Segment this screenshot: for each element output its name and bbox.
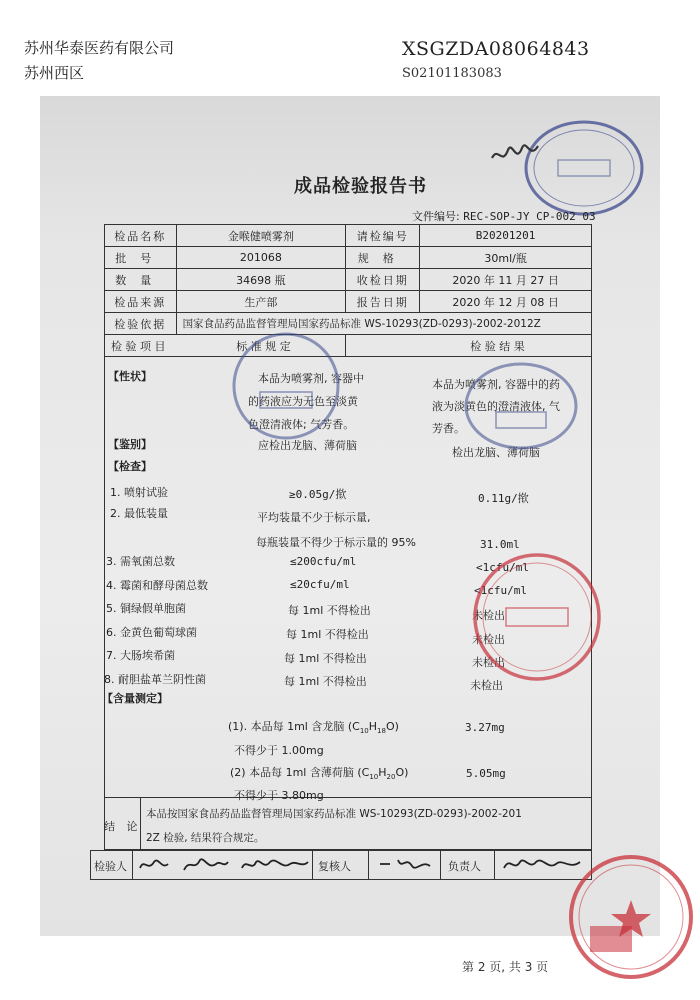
section-appearance: 【性状】 <box>108 370 152 383</box>
document-code-block <box>402 38 590 81</box>
test-6-standard: 每 1ml 不得检出 <box>286 628 369 641</box>
assay-2-result: 5.05mg <box>466 767 506 780</box>
company-district: 苏州西区 <box>24 64 85 82</box>
responsible-signature <box>500 852 588 878</box>
conclusion-label: 结 论 <box>104 820 142 833</box>
company-header <box>24 36 174 86</box>
column-header-item: 检 验 项 目 <box>105 335 346 357</box>
responsible-label: 负责人 <box>448 860 481 873</box>
conclusion-text-line-1: 本品按国家食品药品监督管理局国家药品标准 WS-10293(ZD-0293)-2002-201 <box>146 808 522 820</box>
sig-divider-2 <box>312 850 313 880</box>
file-number-value: REC-SOP-JY CP-002 03 <box>463 210 596 223</box>
test-4-standard: ≤20cfu/ml <box>290 578 350 591</box>
file-number <box>412 208 596 224</box>
appearance-standard-line-3: 色澄清液体; 气芳香。 <box>248 418 355 431</box>
appearance-standard-line-2: 的药液应为无色至淡黄 <box>248 395 358 408</box>
test-8-standard: 每 1ml 不得检出 <box>284 675 367 688</box>
appearance-standard-line-1: 本品为喷雾剂, 容器中 <box>258 372 364 385</box>
test-8-name: 8. 耐胆盐革兰阴性菌 <box>104 673 206 686</box>
specification: 30ml/瓶 <box>420 247 592 269</box>
assay-1-result: 3.27mg <box>465 721 505 734</box>
reviewer-label: 复核人 <box>318 860 351 873</box>
assay-2-label <box>230 764 408 781</box>
assay-1-sub-2: 18 <box>377 727 386 736</box>
quantity-label: 数量 <box>105 269 177 291</box>
test-1-result: 0.11g/揿 <box>478 492 529 505</box>
test-5-result: 未检出 <box>472 609 505 622</box>
assay-1-end: O) <box>385 720 399 733</box>
company-name: 苏州华泰医药有限公司 <box>24 39 175 57</box>
batch-number: 201068 <box>176 247 346 269</box>
test-6-name: 6. 金黄色葡萄球菌 <box>106 626 197 639</box>
assay-2-limit: 不得少于 3.80mg <box>234 789 324 802</box>
test-basis: 国家食品药品监督管理局国家药品标准 WS-10293(ZD-0293)-2002-2012Z <box>176 313 591 335</box>
section-identification: 【鉴别】 <box>108 438 152 451</box>
sig-divider-4 <box>440 850 441 880</box>
sample-source-label: 检品来源 <box>105 291 177 313</box>
test-1-standard: ≥0.05g/揿 <box>289 488 347 501</box>
assay-1-limit: 不得少于 1.00mg <box>234 744 324 757</box>
column-header-result-text: 检 验 结 果 <box>470 340 525 353</box>
test-3-result: <1cfu/ml <box>476 561 529 574</box>
test-8-result: 未检出 <box>470 679 503 692</box>
test-7-result: 未检出 <box>472 656 505 669</box>
assay-2-h: H <box>378 766 387 779</box>
sample-name-label: 检品名称 <box>105 225 177 247</box>
assay-1-h: H <box>368 720 378 733</box>
identification-standard: 应检出龙脑、薄荷脑 <box>258 439 357 452</box>
section-assay: 【含量测定】 <box>102 692 168 705</box>
test-2-name: 2. 最低装量 <box>110 507 168 520</box>
sample-source: 生产部 <box>176 291 346 313</box>
quality-control-stamp-blue-left <box>230 330 342 442</box>
request-number-label: 请检编号 <box>346 225 420 247</box>
handwritten-signature-mark <box>486 128 550 178</box>
appearance-result-line-1: 本品为喷雾剂, 容器中的药 <box>432 378 560 391</box>
assay-1-sub-1: 10 <box>359 727 369 736</box>
distributor-seal-stamp-red <box>566 852 696 982</box>
batch-number-label: 批号 <box>105 247 177 269</box>
inspector-label: 检验人 <box>94 860 127 873</box>
test-3-standard: ≤200cfu/ml <box>290 555 357 568</box>
conclusion-text-line-2: 2Z 检验, 结果符合规定。 <box>146 832 265 844</box>
basis-label: 检验依据 <box>105 313 177 335</box>
assay-1-label <box>228 718 399 735</box>
report-date-label: 报告日期 <box>346 291 420 313</box>
assay-2-text: (2) 本品每 1ml 含薄荷脑 (C <box>230 766 370 779</box>
document-sub-code: S02101183083 <box>402 66 502 81</box>
inspector-signatures <box>136 852 312 878</box>
test-6-result: 未检出 <box>472 633 505 646</box>
report-title: 成品检验报告书 <box>294 176 427 197</box>
specification-label: 规格 <box>346 247 420 269</box>
sample-name: 金喉健喷雾剂 <box>176 225 346 247</box>
section-inspection: 【检查】 <box>108 460 152 473</box>
document-code: XSGZDA08064843 <box>402 38 590 60</box>
request-number: B20201201 <box>420 225 592 247</box>
test-4-name: 4. 霉菌和酵母菌总数 <box>106 579 208 592</box>
sig-divider-3 <box>368 850 369 880</box>
test-4-result: <1cfu/ml <box>474 584 527 597</box>
identification-result: 检出龙脑、薄荷脑 <box>452 446 540 459</box>
test-2-standard: 平均装量不少于标示量, <box>257 511 371 524</box>
quality-control-stamp-blue-right <box>462 360 580 452</box>
test-2-standard-line-2: 每瓶装量不得少于标示量的 95% <box>256 536 416 549</box>
quantity: 34698 瓶 <box>176 269 346 291</box>
received-date-label: 收检日期 <box>346 269 420 291</box>
assay-2-sub-1: 10 <box>369 773 379 782</box>
assay-2-end: O) <box>395 766 409 779</box>
column-header-standard-text: 标 准 规 定 <box>236 340 291 353</box>
test-5-standard: 每 1ml 不得检出 <box>288 604 371 617</box>
test-2-result: 31.0ml <box>480 538 520 551</box>
test-1-name: 1. 喷射试验 <box>110 486 168 499</box>
test-5-name: 5. 铜绿假单胞菌 <box>106 602 186 615</box>
page-footer: 第 2 页, 共 3 页 <box>462 960 549 974</box>
report-date: 2020 年 12 月 08 日 <box>420 291 592 313</box>
assay-2-sub-2: 20 <box>386 773 396 782</box>
test-7-name: 7. 大肠埃希菌 <box>106 649 175 662</box>
reviewer-signature <box>376 852 436 878</box>
appearance-result-line-3: 芳香。 <box>432 422 465 435</box>
report-info-table <box>104 224 592 357</box>
sig-divider-5 <box>494 850 495 880</box>
sig-divider-1 <box>132 850 133 880</box>
company-seal-stamp-red <box>470 550 604 684</box>
assay-1-text: (1). 本品每 1ml 含龙脑 (C <box>228 720 360 733</box>
received-date: 2020 年 11 月 27 日 <box>420 269 592 291</box>
test-3-name: 3. 需氧菌总数 <box>106 555 175 568</box>
file-number-label: 文件编号: <box>412 210 460 223</box>
test-7-standard: 每 1ml 不得检出 <box>284 652 367 665</box>
appearance-result-line-2: 液为淡黄色的澄清液体, 气 <box>432 400 560 413</box>
